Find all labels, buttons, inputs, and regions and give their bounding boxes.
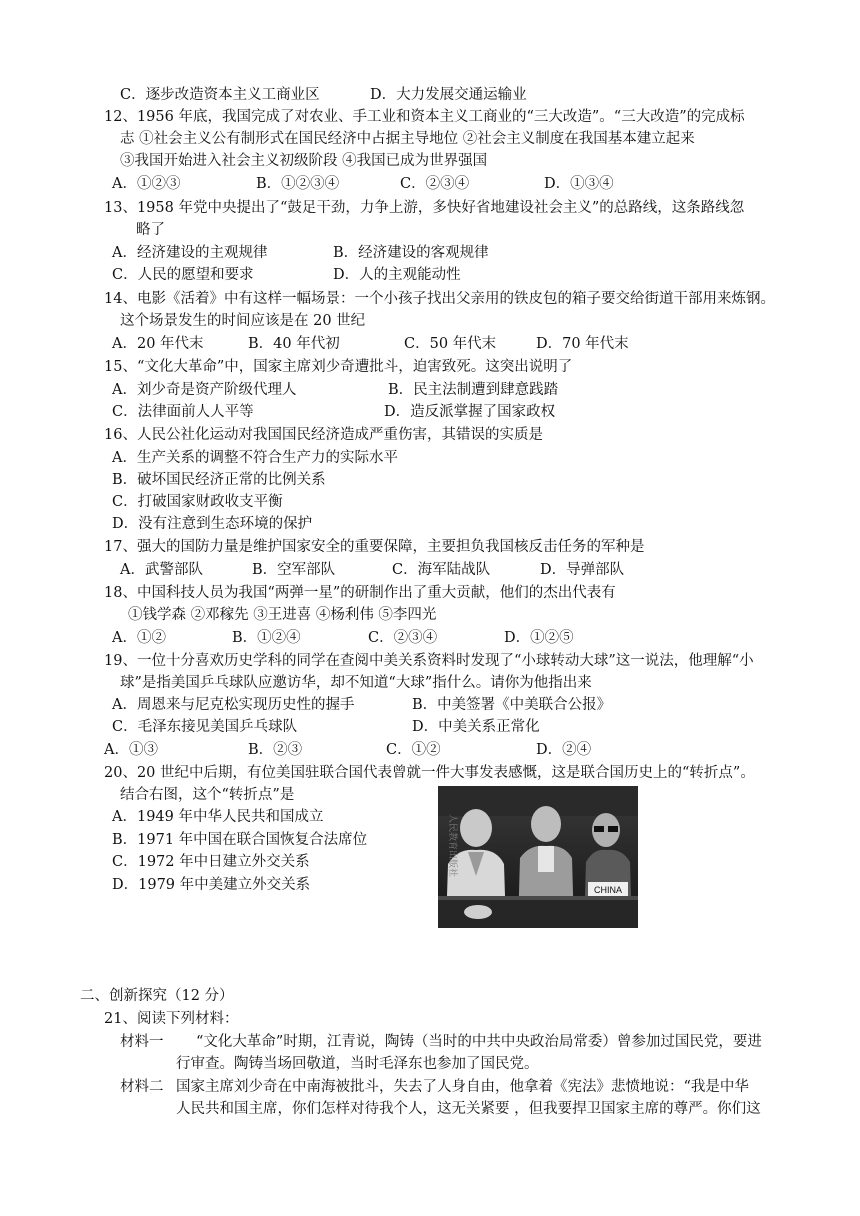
q19-option-a: A．①③: [104, 742, 158, 758]
q17-stem: 17、强大的国防力量是维护国家安全的重要保障，主要担负我国核反击任务的军种是: [104, 539, 645, 555]
q15-stem: 15、“文化大革命”中，国家主席刘少奇遭批斗，迫害致死。这突出说明了: [104, 359, 573, 375]
q19-stem-line1: 19、一位十分喜欢历史学科的同学在查阅中美关系资料时发现了“小球转动大球”这一说法，他理解“小: [104, 653, 754, 669]
q21-material2-label: 材料二: [120, 1079, 164, 1095]
q12-stem-line3: ③我国开始进入社会主义初级阶段 ④我国已成为世界强国: [120, 153, 488, 169]
q13-option-a: A．经济建设的主观规律: [112, 245, 268, 261]
q18-option-d: D．①②⑤: [504, 630, 574, 646]
un-delegation-photo: [438, 786, 638, 928]
q20-option-d: D．1979 年中美建立外交关系: [112, 877, 311, 893]
q13-option-b: B．经济建设的客观规律: [333, 245, 489, 261]
q20-stem-line1: 20、20 世纪中后期，有位美国驻联合国代表曾就一件大事发表感慨，这是联合国历史上的“转折点”。: [104, 765, 755, 781]
q21-material1-line2: 行审查。陶铸当场回敬道，当时毛泽东也参加了国民党。: [176, 1056, 539, 1072]
photo-illustration: [438, 786, 638, 928]
q15-option-c: C．法律面前人人平等: [112, 404, 254, 420]
q14-option-d: D．70 年代末: [536, 336, 629, 352]
q21-material1-line1: “文化大革命”时期，江青说，陶铸（当时的中共中央政治局常委）曾参加过国民党，要进: [196, 1034, 762, 1050]
q16-option-b: B．破坏国民经济正常的比例关系: [112, 472, 326, 488]
q19-item-b: B．中美签署《中美联合公报》: [412, 697, 612, 713]
q12-option-c: C．②③④: [400, 176, 470, 192]
q16-option-a: A．生产关系的调整不符合生产力的实际水平: [112, 450, 398, 466]
q13-option-d: D．人的主观能动性: [333, 267, 461, 283]
q14-option-a: A．20 年代末: [112, 336, 204, 352]
q19-item-a: A．周恩来与尼克松实现历史性的握手: [112, 697, 355, 713]
q17-option-a: A．武警部队: [120, 562, 203, 578]
q14-option-c: C．50 年代末: [404, 336, 497, 352]
q20-stem-line2: 结合右图，这个“转折点”是: [120, 787, 295, 803]
section2-heading: 二、创新探究（12 分）: [80, 988, 234, 1004]
q21-stem: 21、阅读下列材料：: [104, 1011, 239, 1027]
q17-option-c: C．海军陆战队: [392, 562, 491, 578]
q16-stem: 16、人民公社化运动对我国国民经济造成严重伤害，其错误的实质是: [104, 427, 543, 443]
q20-option-c: C．1972 年中日建立外交关系: [112, 854, 310, 870]
q19-option-b: B．②③: [248, 742, 303, 758]
q11-option-d: D．大力发展交通运输业: [370, 87, 527, 103]
q14-option-b: B．40 年代初: [248, 336, 340, 352]
photo-watermark: 人民教育出版社: [447, 814, 457, 878]
q21-material1-label: 材料一: [120, 1034, 164, 1050]
q21-material2-line2: 人民共和国主席，你们怎样对待我个人，这无关紧要 ，但我要捍卫国家主席的尊严。你们这: [176, 1101, 761, 1117]
china-placard: CHINA: [593, 885, 623, 895]
q18-people-list: ①钱学森 ②邓稼先 ③王进喜 ④杨利伟 ⑤李四光: [128, 607, 437, 623]
q12-option-b: B．①②③④: [256, 176, 340, 192]
q19-item-c: C．毛泽东接见美国乒乓球队: [112, 719, 298, 735]
q12-option-d: D．①③④: [544, 176, 614, 192]
q18-stem: 18、中国科技人员为我国“两弹一星”的研制作出了重大贡献，他们的杰出代表有: [104, 585, 616, 601]
q13-stem-line1: 13、1958 年党中央提出了“鼓足干劲，力争上游，多快好省地建设社会主义”的总路线，这条路线忽: [104, 200, 745, 216]
q19-stem-line2: 球”是指美国乒乓球队应邀访华，却不知道“大球”指什么。请你为他指出来: [120, 675, 592, 691]
q16-option-d: D．没有注意到生态环境的保护: [112, 516, 313, 532]
q12-stem-line1: 12、1956 年底，我国完成了对农业、手工业和资本主义工商业的“三大改造”。“三大改造”的完成标: [104, 109, 745, 125]
q14-stem-line2: 这个场景发生的时间应该是在 20 世纪: [120, 313, 366, 329]
q19-item-d: D．中美关系正常化: [412, 719, 540, 735]
q19-option-d: D．②④: [536, 742, 592, 758]
q15-option-a: A．刘少奇是资产阶级代理人: [112, 382, 297, 398]
q18-option-b: B．①②④: [232, 630, 301, 646]
q21-material2-line1: 国家主席刘少奇在中南海被批斗，失去了人身自由，他拿着《宪法》悲愤地说：“我是中华: [176, 1079, 749, 1095]
q12-option-a: A．①②③: [112, 176, 181, 192]
q19-option-c: C．①②: [386, 742, 441, 758]
q18-option-c: C．②③④: [368, 630, 438, 646]
q13-stem-line2: 略了: [136, 222, 165, 238]
q11-option-c: C．逐步改造资本主义工商业区: [120, 87, 320, 103]
q15-option-b: B．民主法制遭到肆意践踏: [388, 382, 559, 398]
q12-stem-line2: 志 ①社会主义公有制形式在国民经济中占据主导地位 ②社会主义制度在我国基本建立起来: [120, 131, 695, 147]
q16-option-c: C．打破国家财政收支平衡: [112, 494, 283, 510]
q13-option-c: C．人民的愿望和要求: [112, 267, 254, 283]
q14-stem-line1: 14、电影《活着》中有这样一幅场景：一个小孩子找出父亲用的铁皮包的箱子要交给街道干部用来炼钢。: [104, 291, 775, 307]
q20-option-b: B．1971 年中国在联合国恢复合法席位: [112, 832, 368, 848]
q17-option-d: D．导弹部队: [540, 562, 625, 578]
q15-option-d: D．造反派掌握了国家政权: [384, 404, 556, 420]
q20-option-a: A．1949 年中华人民共和国成立: [112, 809, 324, 825]
q17-option-b: B．空军部队: [252, 562, 336, 578]
q18-option-a: A．①②: [112, 630, 166, 646]
